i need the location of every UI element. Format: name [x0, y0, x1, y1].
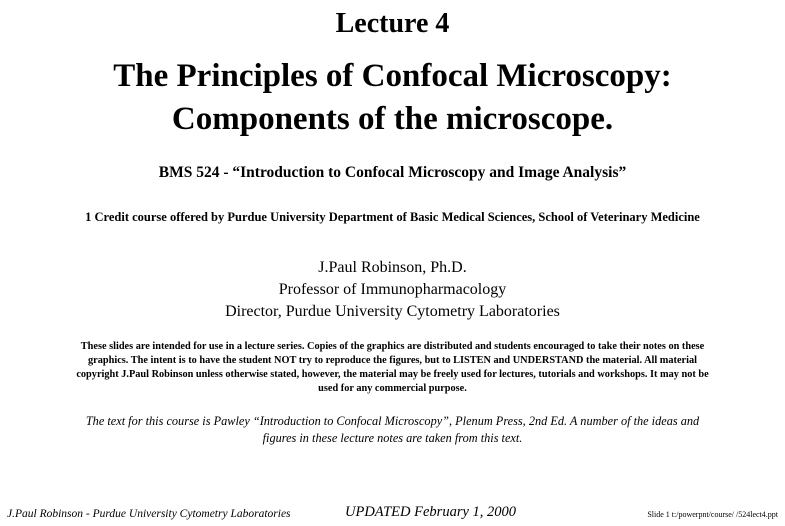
- notice-line-2: graphics. The intent is to have the student NOT try to reproduce the figures, but to LISTEN and UNDERSTAND the material. All material: [88, 355, 697, 366]
- lecture-number: Lecture 4: [335, 8, 450, 39]
- footer-updated-date: UPDATED February 1, 2000: [345, 504, 517, 520]
- author-affiliation: Director, Purdue University Cytometry Laboratories: [225, 303, 560, 320]
- notice-line-1: These slides are intended for use in a lecture series. Copies of the graphics are distributed and students encouraged to take their notes on these: [80, 341, 705, 352]
- author-position: Professor of Immunopharmacology: [278, 281, 507, 298]
- notice-line-3: copyright J.Paul Robinson unless otherwise stated, however, the material may be freely used for lectures, tutorials and workshops. It may not be: [76, 369, 709, 380]
- textbook-note: [20, 413, 765, 447]
- slide-title: [0, 55, 785, 141]
- course-name: BMS 524 - “Introduction to Confocal Microscopy and Image Analysis”: [158, 164, 627, 181]
- footer-slide-path: Slide 1 t:/powerpnt/course/ /524lect4.ppt: [647, 510, 778, 519]
- author-name: J.Paul Robinson, Ph.D.: [318, 259, 467, 276]
- author-block: [0, 257, 785, 323]
- footer-author: J.Paul Robinson - Purdue University Cytometry Laboratories: [7, 508, 291, 520]
- notice-line-4: used for any commercial purpose.: [318, 383, 467, 394]
- copyright-notice: [18, 340, 767, 396]
- slide-title-line-1: The Principles of Confocal Microscopy:: [113, 58, 672, 94]
- textbook-note-line-1: The text for this course is Pawley “Introduction to Confocal Microscopy”, Plenum Press, 2nd Ed. A number of the ideas and: [85, 414, 700, 428]
- credit-line: 1 Credit course offered by Purdue University Department of Basic Medical Sciences, School of Veterinary Medicine: [85, 210, 700, 224]
- textbook-note-line-2: figures in these lecture notes are taken from this text.: [262, 431, 523, 445]
- slide-title-line-2: Components of the microscope.: [171, 101, 614, 137]
